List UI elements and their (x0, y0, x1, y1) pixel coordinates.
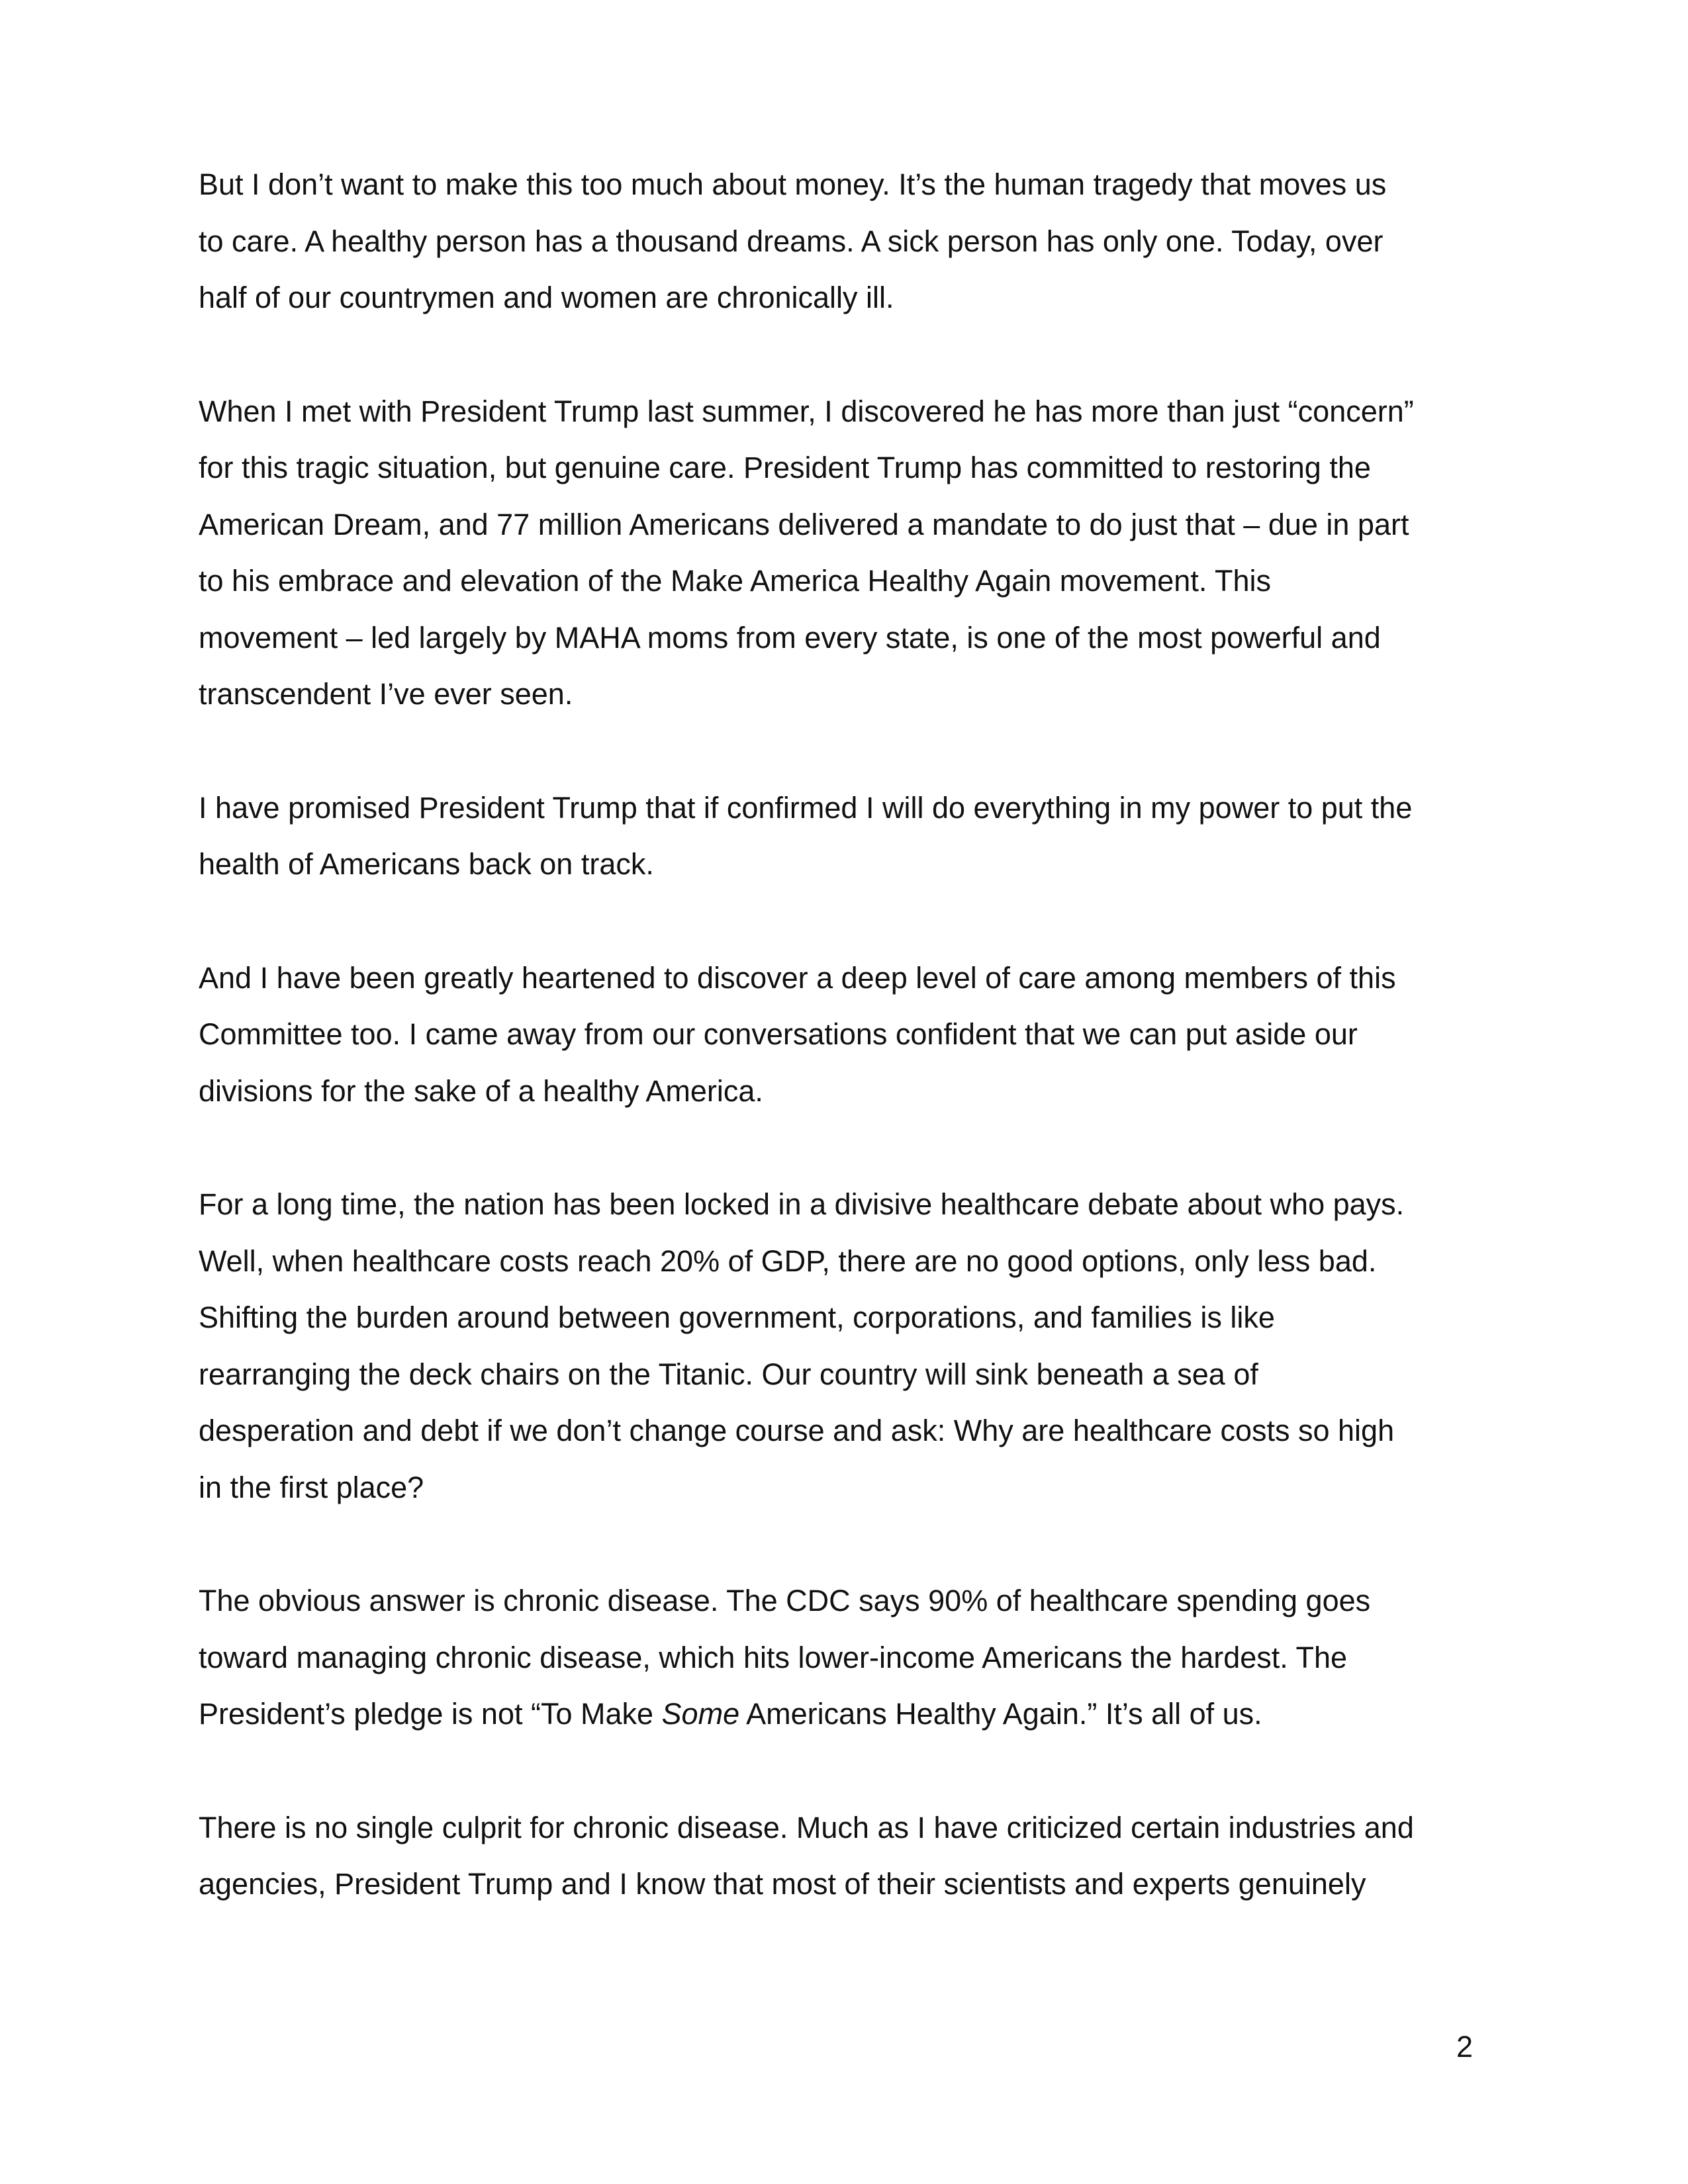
text-line: For a long time, the nation has been locked in a divisive healthcare debate about who pays. (199, 1187, 1405, 1221)
text-line: There is no single culprit for chronic disease. Much as I have criticized certain industries and (199, 1810, 1414, 1844)
text-line: transcendent I’ve ever seen. (199, 677, 573, 711)
text-run: Americans Healthy Again.” It’s all of us. (739, 1697, 1262, 1731)
text-line: Shifting the burden around between government, corporations, and families is like (199, 1300, 1275, 1334)
paragraph-promise (199, 780, 1542, 893)
text-line: And I have been greatly heartened to discover a deep level of care among members of this (199, 960, 1396, 995)
text-line: to his embrace and elevation of the Make America Healthy Again movement. This (199, 564, 1272, 598)
document-body (199, 156, 1542, 1970)
text-line: agencies, President Trump and I know that most of their scientists and experts genuinely (199, 1867, 1366, 1901)
paragraph-president-trump-meeting (199, 383, 1542, 723)
paragraph-committee (199, 950, 1542, 1120)
text-line: rearranging the deck chairs on the Titanic. Our country will sink beneath a sea of (199, 1357, 1258, 1391)
text-run: President’s pledge is not “To Make (199, 1697, 662, 1731)
text-line: The obvious answer is chronic disease. The CDC says 90% of healthcare spending goes (199, 1584, 1371, 1617)
text-line: American Dream, and 77 million Americans delivered a mandate to do just that – due in part (199, 507, 1409, 541)
text-line: movement – led largely by MAHA moms from every state, is one of the most powerful and (199, 620, 1381, 655)
text-line: in the first place? (199, 1470, 424, 1504)
text-line: for this tragic situation, but genuine care. President Trump has committed to restoring the (199, 451, 1371, 484)
text-line: I have promised President Trump that if confirmed I will do everything in my power to put the (199, 790, 1413, 825)
text-line (199, 1686, 1542, 1743)
text-line: divisions for the sake of a healthy America. (199, 1073, 763, 1108)
text-line: half of our countrymen and women are chronically ill. (199, 281, 894, 314)
paragraph-money-tragedy (199, 156, 1542, 326)
text-line: Committee too. I came away from our conversations confident that we can put aside our (199, 1017, 1358, 1051)
emphasis-text: Some (661, 1697, 740, 1731)
page-number: 2 (1456, 2030, 1474, 2064)
text-line: When I met with President Trump last summer, I discovered he has more than just “concern” (199, 394, 1414, 428)
text-line: to care. A healthy person has a thousand dreams. A sick person has only one. Today, over (199, 224, 1383, 258)
paragraph-chronic-disease (199, 1572, 1542, 1743)
text-line: toward managing chronic disease, which hits lower-income Americans the hardest. The (199, 1640, 1348, 1674)
text-line: health of Americans back on track. (199, 847, 654, 881)
text-line: But I don’t want to make this too much about money. It’s the human tragedy that moves us (199, 167, 1387, 201)
paragraph-no-single-culprit (199, 1799, 1542, 1913)
text-line: desperation and debt if we don’t change course and ask: Why are healthcare costs so high (199, 1414, 1395, 1447)
text-line: Well, when healthcare costs reach 20% of GDP, there are no good options, only less bad. (199, 1244, 1377, 1278)
paragraph-healthcare-debate (199, 1176, 1542, 1516)
